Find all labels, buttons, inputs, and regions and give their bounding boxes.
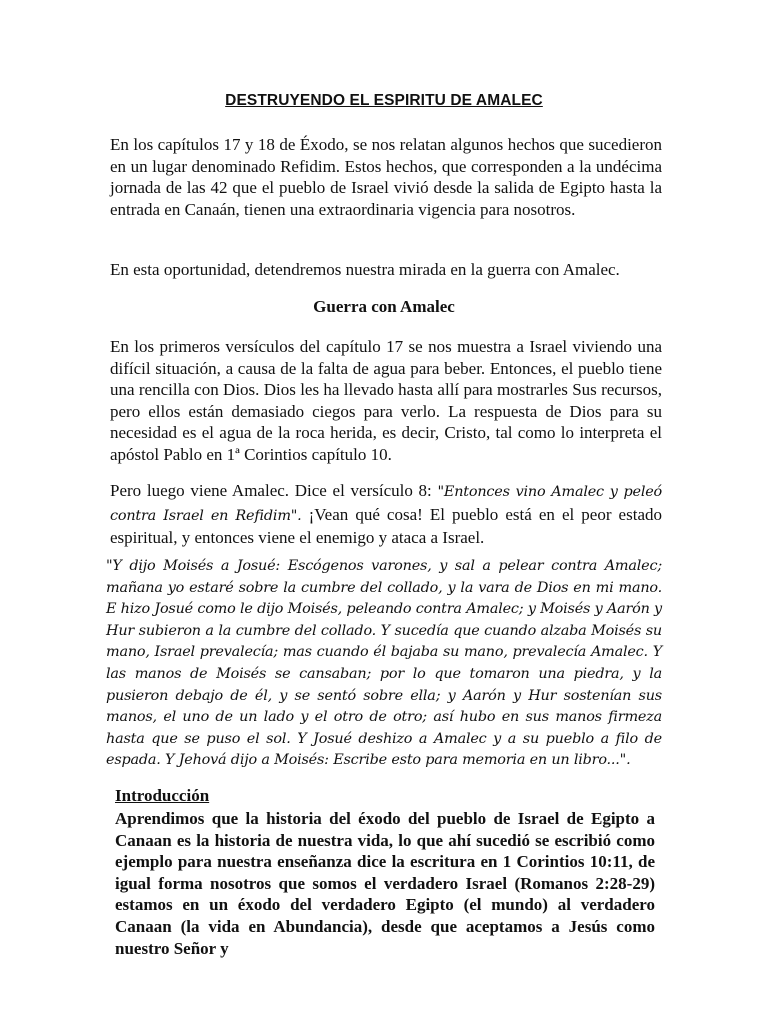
paragraph-amalec-end: ¡Vean qué cosa! El pueblo está en el peor estado espiritual, y entonces viene el enemigo y ataca a Israel. <box>110 504 662 548</box>
paragraph-focus: En esta oportunidad, detendremos nuestra mirada en la guerra con Amalec. <box>110 260 620 279</box>
scripture-quote: "Y dijo Moisés a Josué: Escógenos varones, y sal a pelear contra Amalec; mañana yo estaré sobre la cumbre del collado, y la vara de Dios en mi mano. E hizo Josué como le dijo Moisés, peleando contra Amalec; y Moisés y Aarón y Hur subieron a la cumbre del collado. Y sucedía que cuando alzaba Moisés su mano, Israel prevalecía; mas cuando él bajaba su mano, prevalecía Amalec. Y las manos de Moisés se cansaban; por lo que tomaron una piedra, y la pusieron debajo de él, y se sentó sobre ella; y Aarón y Hur sostenían sus manos, el uno de un lado y el otro de otro; así hubo en sus manos firmeza hasta que se puso el sol. Y Josué deshizo a Amalec y a su pueblo a filo de espada. Y Jehová dijo a Moisés: Escribe esto para memoria en un libro...". <box>106 558 662 769</box>
paragraph-intro: En los capítulos 17 y 18 de Éxodo, se nos relatan algunos hechos que sucedieron en un lugar denominado Refidim. Estos hechos, que corresponden a la undécima jornada de las 42 que el pueblo de Israel vivió desde la salida de Egipto hasta la entrada en Canaán, tienen una extraordinaria vigencia para nosotros. <box>110 135 662 219</box>
document-title: DESTRUYENDO EL ESPIRITU DE AMALEC <box>225 92 543 109</box>
introduction-body: Aprendimos que la historia del éxodo del pueblo de Israel de Egipto a Canaan es la historia de nuestra vida, lo que ahí sucedió se escribió como ejemplo para nuestra enseñanza dice la escritura en 1 Corintios 10:11, de igual forma nosotros que somos el verdadero Israel (Romanos 2:28-29) estamos en un éxodo del verdadero Egipto (el mundo) al verdadero Canaan (la vida en Abundancia), desde que aceptamos a Jesús como nuestro Señor y <box>115 809 655 958</box>
paragraph-context: En los primeros versículos del capítulo 17 se nos muestra a Israel viviendo una difícil situación, a causa de la falta de agua para beber. Entonces, el pueblo tiene una rencilla con Dios. Dios les ha llevado hasta allí para mostrarles Sus recursos, pero ellos están demasiado ciegos para verlo. La respuesta de Dios para su necesidad es el agua de la roca herida, es decir, Cristo, tal como lo interpreta el apóstol Pablo en 1ª Corintios capítulo 10. <box>110 337 662 464</box>
introduction-heading: Introducción <box>115 786 210 805</box>
verse-citation: "Entonces vino Amalec y peleó contra Israel en Refidim". <box>110 484 663 524</box>
paragraph-amalec <box>110 480 662 549</box>
section-heading: Guerra con Amalec <box>313 297 455 316</box>
paragraph-amalec-start: Pero luego viene Amalec. Dice el versículo 8: <box>110 481 438 500</box>
